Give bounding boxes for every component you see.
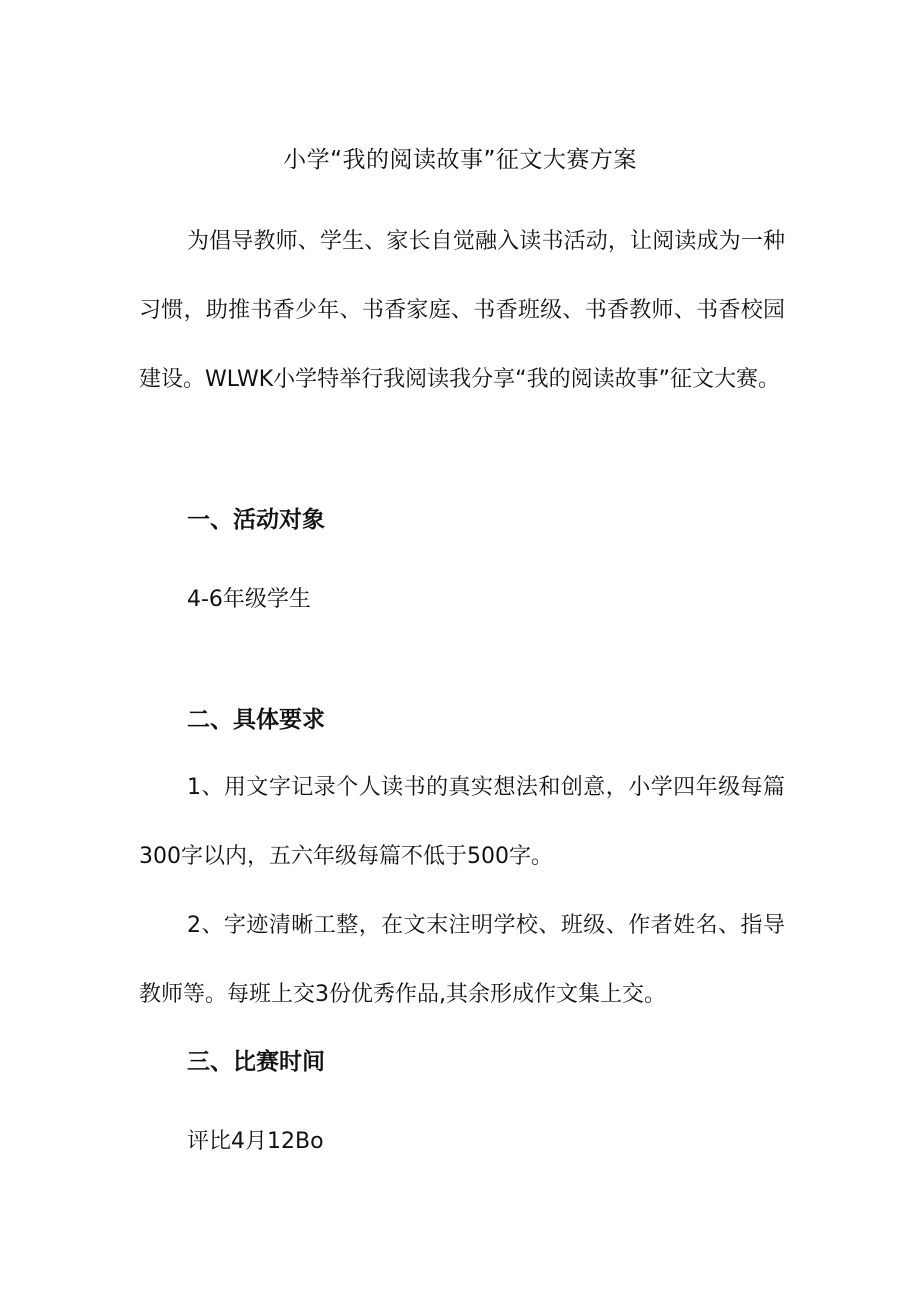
section-2-item-1: 1、用文字记录个人读书的真实想法和创意，小学四年级每篇300字以内，五六年级每篇不低于500字。 <box>139 775 785 869</box>
document-title: 小学“我的阅读故事”征文大赛方案 <box>283 147 637 173</box>
section-3-content: 评比4月12Bo <box>187 1129 324 1154</box>
section-2-heading: 二、具体要求 <box>187 707 325 733</box>
intro-paragraph: 为倡导教师、学生、家长自觉融入读书活动，让阅读成为一种习惯，助推书香少年、书香家庭、书香班级、书香教师、书香校园建设。WLWK小学特举行我阅读我分享“我的阅读故事”征文大赛。 <box>139 229 785 392</box>
section-1-content: 4-6年级学生 <box>187 587 311 612</box>
section-3-heading: 三、比赛时间 <box>187 1049 325 1075</box>
section-1-heading: 一、活动对象 <box>187 507 325 533</box>
section-2-item-2: 2、字迹清晰工整，在文末注明学校、班级、作者姓名、指导教师等。每班上交3份优秀作品,其余形成作文集上交。 <box>139 913 785 1007</box>
